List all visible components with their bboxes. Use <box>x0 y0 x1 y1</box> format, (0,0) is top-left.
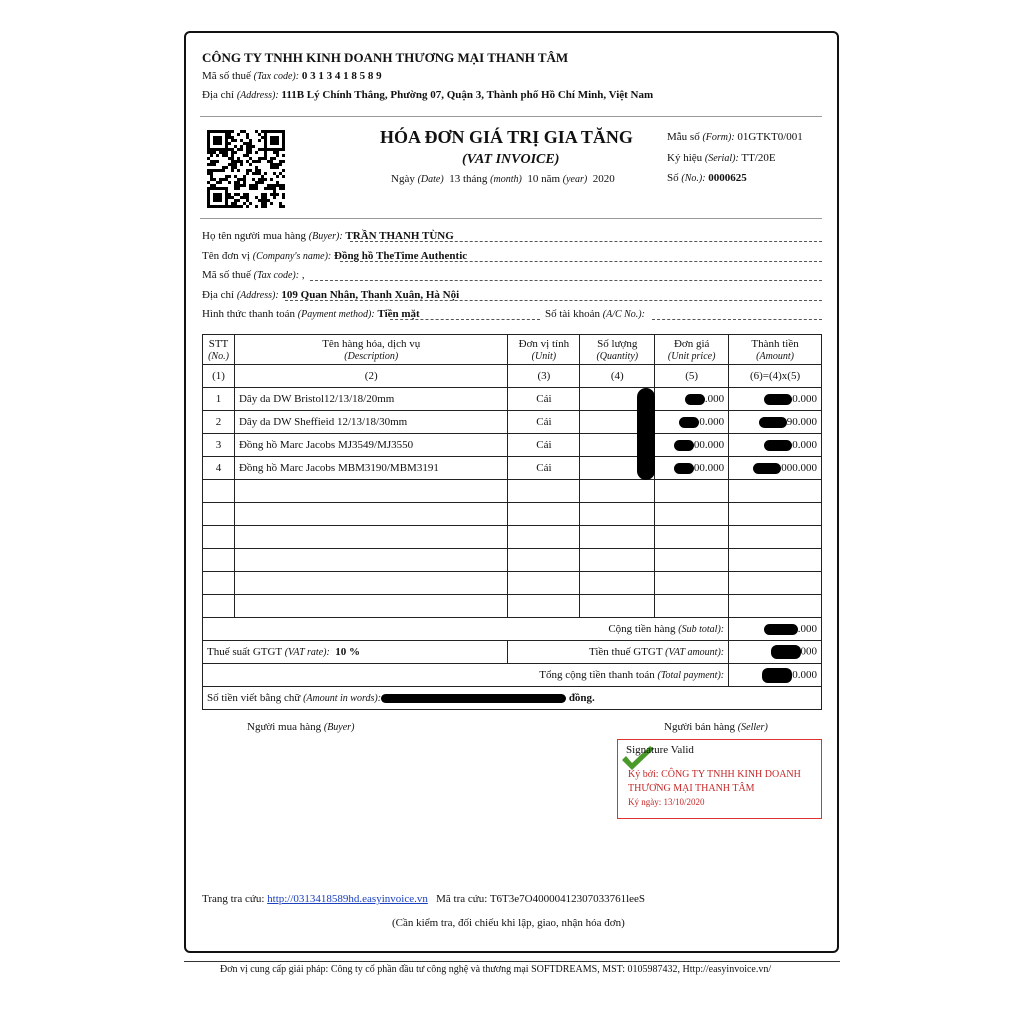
item-description: Đồng hồ Marc Jacobs MBM3190/MBM3191 <box>234 457 507 480</box>
header-no: STT (No.) <box>203 335 235 365</box>
item-unit-price: .000 <box>655 388 729 411</box>
invoice-subtitle: (VAT INVOICE) <box>462 152 560 167</box>
item-no: 1 <box>203 388 235 411</box>
buyer-address: Địa chỉ (Address): 109 Quan Nhân, Thanh Xuân, Hà Nội <box>202 289 460 301</box>
index-cell: (5) <box>655 365 729 388</box>
buyer-name: Họ tên người mua hàng (Buyer): TRẦN THANH TÙNG <box>202 230 454 242</box>
table-header <box>203 335 822 365</box>
buyer-company: Tên đơn vị (Company's name): Đồng hồ TheTime Authentic <box>202 250 468 262</box>
redaction-mark <box>637 388 655 480</box>
table-row <box>203 457 822 480</box>
item-amount: 000.000 <box>729 457 822 480</box>
divider <box>200 116 822 117</box>
table-row <box>203 388 822 411</box>
subtotal-value: .000 <box>729 618 822 641</box>
item-no: 3 <box>203 434 235 457</box>
table-row <box>203 411 822 434</box>
empty-row <box>203 549 822 572</box>
item-no: 4 <box>203 457 235 480</box>
invoice-title: HÓA ĐƠN GIÁ TRỊ GIA TĂNG <box>380 127 633 147</box>
empty-row <box>203 503 822 526</box>
empty-row <box>203 572 822 595</box>
signature-status: Signature Valid <box>626 744 694 756</box>
item-description: Dây da DW Sheffieid 12/13/18/30mm <box>234 411 507 434</box>
signed-by: Ký bởi: CÔNG TY TNHH KINH DOANH <box>628 769 801 780</box>
empty-row <box>203 480 822 503</box>
invoice-number: Số (No.): 0000625 <box>667 172 747 184</box>
footer-divider <box>184 961 840 962</box>
item-unit: Cái <box>508 457 580 480</box>
total-value: 0.000 <box>729 664 822 687</box>
item-amount: 90.000 <box>729 411 822 434</box>
index-cell: (3) <box>508 365 580 388</box>
index-cell: (1) <box>203 365 235 388</box>
lookup-link[interactable]: http://0313418589hd.easyinvoice.vn <box>267 893 428 905</box>
header-unit-price: Đơn giá (Unit price) <box>655 335 729 365</box>
item-unit: Cái <box>508 411 580 434</box>
seller-tax: Mã số thuế (Tax code): 0 3 1 3 4 1 8 5 8 9 <box>202 70 382 82</box>
vat-row <box>203 641 822 664</box>
table-row <box>203 434 822 457</box>
seller-signature-label: Người bán hàng (Seller) <box>664 721 768 733</box>
item-description: Dây da DW Bristol12/13/18/20mm <box>234 388 507 411</box>
item-no: 2 <box>203 411 235 434</box>
item-unit: Cái <box>508 434 580 457</box>
empty-row <box>203 526 822 549</box>
header-amount: Thành tiền (Amount) <box>729 335 822 365</box>
qr-code <box>207 130 285 208</box>
footer-provider: Đơn vị cung cấp giải pháp: Công ty cổ phần đầu tư công nghệ và thương mại SOFTDREAMS, MST: 0105987432, Http://easyinvoice.vn/ <box>220 964 772 975</box>
header-description: Tên hàng hóa, dịch vụ (Description) <box>234 335 507 365</box>
total-row <box>203 664 822 687</box>
empty-row <box>203 595 822 618</box>
invoice-date: Ngày (Date) 13 tháng (month) 10 năm (year) 2020 <box>391 173 615 185</box>
subtotal-label: Cộng tiền hàng (Sub total): <box>203 618 729 641</box>
header-unit: Đơn vị tính (Unit) <box>508 335 580 365</box>
vat-rate: Thuế suất GTGT (VAT rate): 10 % <box>203 641 508 664</box>
vat-amount-value: 000 <box>729 641 822 664</box>
subtotal-row <box>203 618 822 641</box>
header-quantity: Số lượng (Quantity) <box>580 335 655 365</box>
item-unit-price: 0.000 <box>655 411 729 434</box>
words-row <box>203 687 822 710</box>
index-cell: (4) <box>580 365 655 388</box>
amount-in-words: Số tiền viết bằng chữ (Amount in words): đồng. <box>203 687 822 710</box>
seller-name: CÔNG TY TNHH KINH DOANH THƯƠNG MẠI THANH TÂM <box>202 50 569 65</box>
seller-address: Địa chỉ (Address): 111B Lý Chính Thắng, Phường 07, Quận 3, Thành phố Hồ Chí Minh, Việt Nam <box>202 89 654 101</box>
index-row <box>203 365 822 388</box>
item-unit: Cái <box>508 388 580 411</box>
total-label: Tổng cộng tiền thanh toán (Total payment): <box>203 664 729 687</box>
item-unit-price: 00.000 <box>655 434 729 457</box>
signed-by-cont: THƯƠNG MẠI THANH TÂM <box>628 783 755 794</box>
items-table <box>202 334 822 710</box>
check-note: (Cần kiểm tra, đối chiếu khi lập, giao, nhận hóa đơn) <box>392 917 625 929</box>
serial: Ký hiệu (Serial): TT/20E <box>667 152 776 164</box>
digital-signature-box <box>617 739 822 819</box>
index-cell: (2) <box>234 365 507 388</box>
item-unit-price: 00.000 <box>655 457 729 480</box>
index-cell: (6)=(4)x(5) <box>729 365 822 388</box>
payment-method: Hình thức thanh toán (Payment method): Tiền mặt <box>202 308 420 320</box>
buyer-tax: Mã số thuế (Tax code): , <box>202 269 305 281</box>
item-amount: 0.000 <box>729 434 822 457</box>
divider <box>200 218 822 219</box>
signed-date: Ký ngày: 13/10/2020 <box>628 797 705 807</box>
item-description: Đồng hồ Marc Jacobs MJ3549/MJ3550 <box>234 434 507 457</box>
item-amount: 0.000 <box>729 388 822 411</box>
vat-amount-label: Tiền thuế GTGT (VAT amount): <box>508 641 729 664</box>
account-number: Số tài khoản (A/C No.): <box>545 308 645 320</box>
form-number: Mẫu số (Form): 01GTKT0/001 <box>667 131 803 143</box>
buyer-signature-label: Người mua hàng (Buyer) <box>247 721 355 733</box>
lookup-info: Trang tra cứu: http://0313418589hd.easyinvoice.vn Mã tra cứu: T6T3e7O40000412307033761leeS <box>202 893 646 905</box>
